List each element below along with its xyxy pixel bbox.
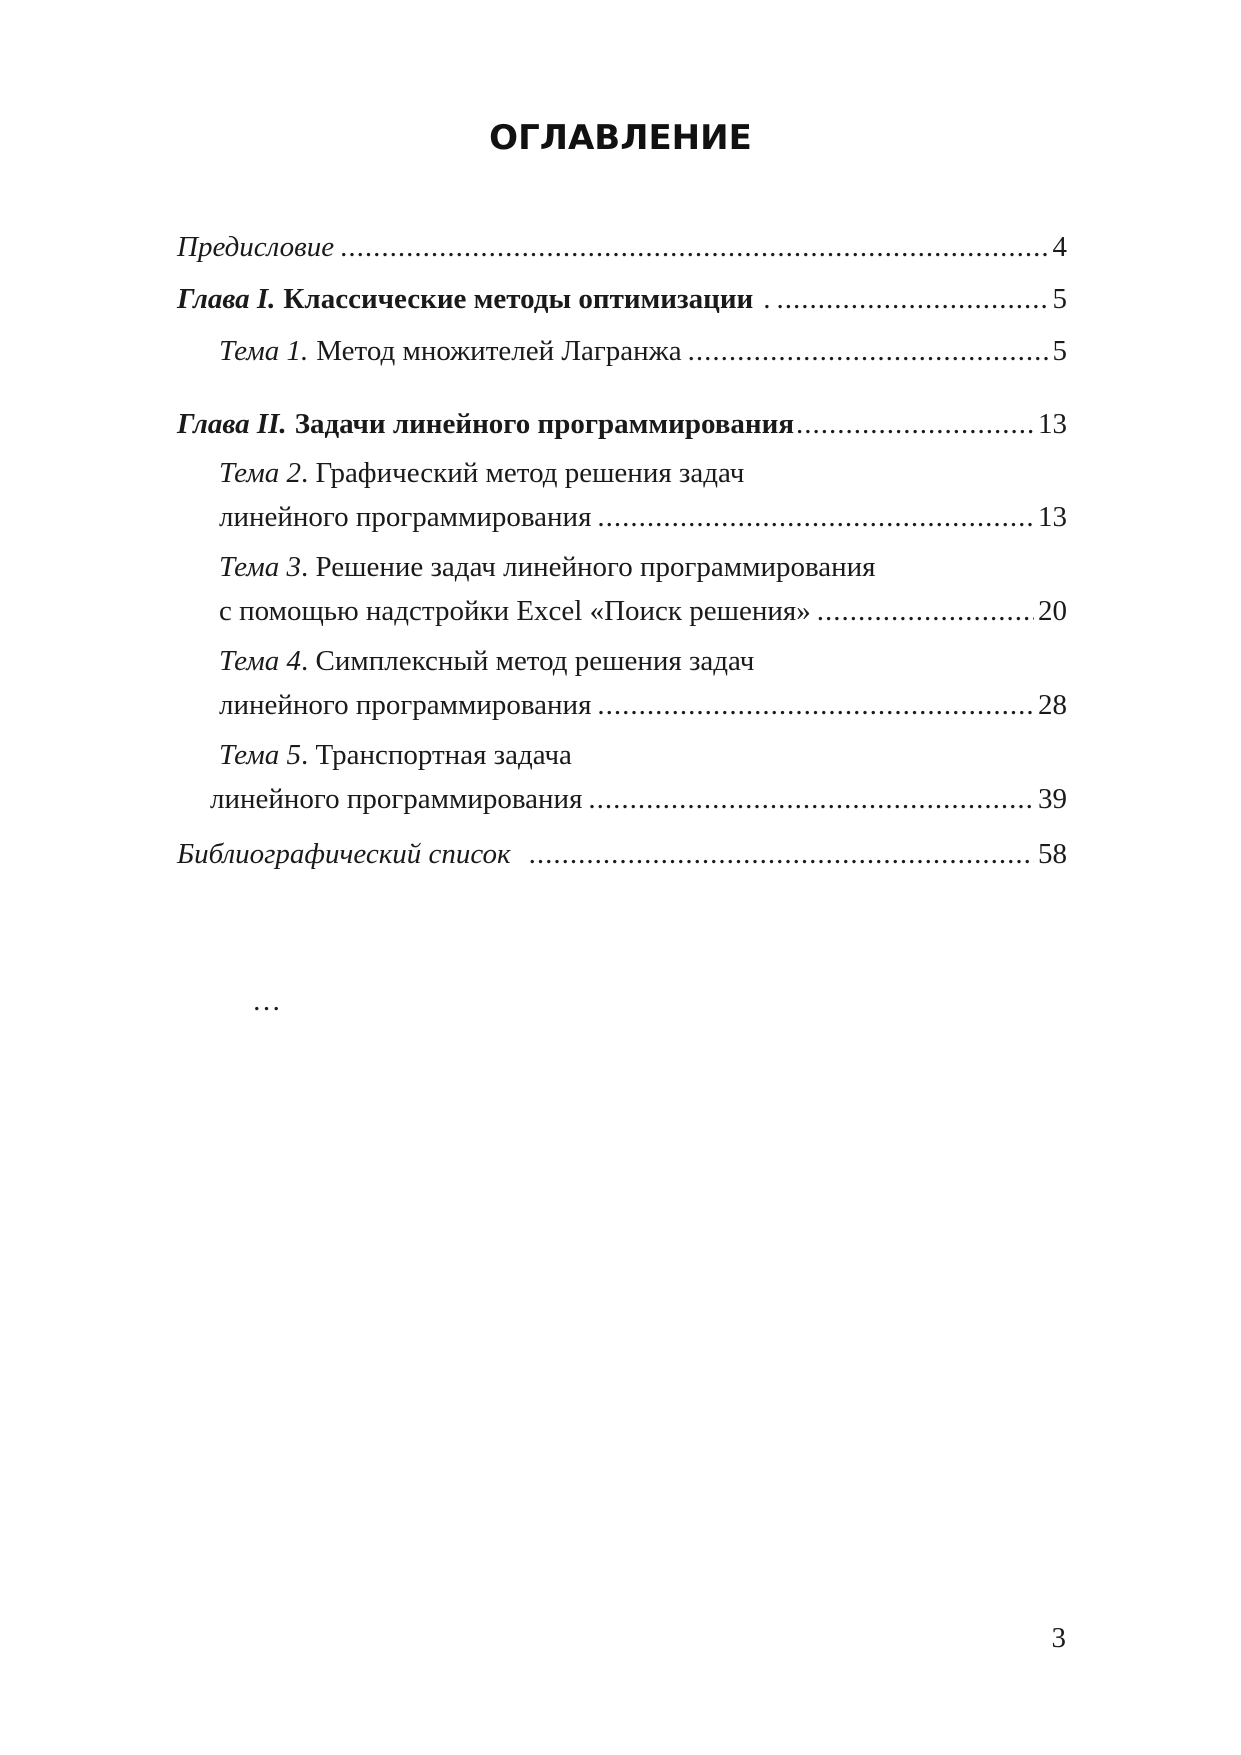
dot-leader — [817, 591, 1034, 631]
toc-page-number: 5 — [1052, 335, 1067, 367]
dot-leader — [597, 685, 1034, 725]
toc-page-number: 13 — [1038, 408, 1067, 440]
dot-leader — [597, 497, 1034, 537]
toc-page-number: 58 — [1038, 838, 1067, 870]
toc-entry-topic-3-line1[interactable] — [219, 547, 1067, 587]
topic-prefix: Тема 1. — [219, 335, 309, 367]
topic-title: Метод множителей Лагранжа — [316, 335, 682, 367]
toc-entry-chapter-1[interactable] — [177, 279, 1067, 319]
toc-entry-topic-1[interactable] — [219, 331, 1067, 371]
dot-leader — [588, 779, 1034, 819]
topic-title: . Транспортная задача — [301, 739, 572, 771]
toc-entry-topic-5-line2[interactable] — [210, 779, 1067, 819]
topic-title-continued: линейного программирования — [219, 689, 592, 721]
toc-entry-topic-2-line2[interactable] — [219, 497, 1067, 537]
topic-title: . Графический метод решения задач — [301, 457, 745, 489]
ellipsis-mark: … — [252, 985, 281, 1017]
topic-title-continued: с помощью надстройки Excel «Поиск решения» — [219, 595, 811, 627]
page-number: 3 — [1051, 1622, 1066, 1654]
topic-prefix: Тема 5 — [219, 739, 301, 771]
chapter-prefix: Глава I. — [177, 283, 276, 315]
topic-prefix: Тема 2 — [219, 457, 301, 489]
toc-page-number: 13 — [1038, 501, 1067, 533]
toc-entry-topic-2-line1[interactable] — [219, 453, 1067, 493]
chapter-extra-dot: . — [763, 283, 771, 315]
topic-title-continued: линейного программирования — [210, 783, 583, 815]
toc-label: Предисловие — [177, 231, 335, 263]
toc-entry-bibliography[interactable] — [177, 834, 1067, 874]
toc-entry-topic-3-line2[interactable] — [219, 591, 1067, 631]
chapter-prefix: Глава II. — [177, 408, 287, 440]
topic-prefix: Тема 3 — [219, 551, 301, 583]
toc-page-number: 39 — [1038, 783, 1067, 815]
dot-leader — [777, 279, 1049, 319]
topic-prefix: Тема 4 — [219, 645, 301, 677]
toc-entry-topic-5-line1[interactable] — [219, 735, 1067, 775]
toc-page-number: 4 — [1052, 231, 1067, 263]
toc-page-number: 5 — [1052, 283, 1067, 315]
toc-entry-topic-4-line2[interactable] — [219, 685, 1067, 725]
dot-leader — [529, 834, 1034, 874]
toc-label: Библиографический список — [177, 838, 511, 870]
toc-entry-topic-4-line1[interactable] — [219, 641, 1067, 681]
topic-title: . Симплексный метод решения задач — [301, 645, 755, 677]
topic-title: . Решение задач линейного программирования — [301, 551, 876, 583]
toc-page-number: 28 — [1038, 689, 1067, 721]
chapter-title: Классические методы оптимизации — [283, 283, 754, 315]
page-title: ОГЛАВЛЕНИЕ — [489, 118, 752, 158]
toc-entry-preface[interactable] — [177, 227, 1067, 267]
topic-title-continued: линейного программирования — [219, 501, 592, 533]
dot-leader — [796, 404, 1034, 444]
toc-page-number: 20 — [1038, 595, 1067, 627]
dot-leader — [688, 331, 1049, 371]
dot-leader — [340, 227, 1048, 267]
toc-entry-chapter-2[interactable] — [177, 404, 1067, 444]
chapter-title: Задачи линейного программирования — [294, 408, 795, 440]
